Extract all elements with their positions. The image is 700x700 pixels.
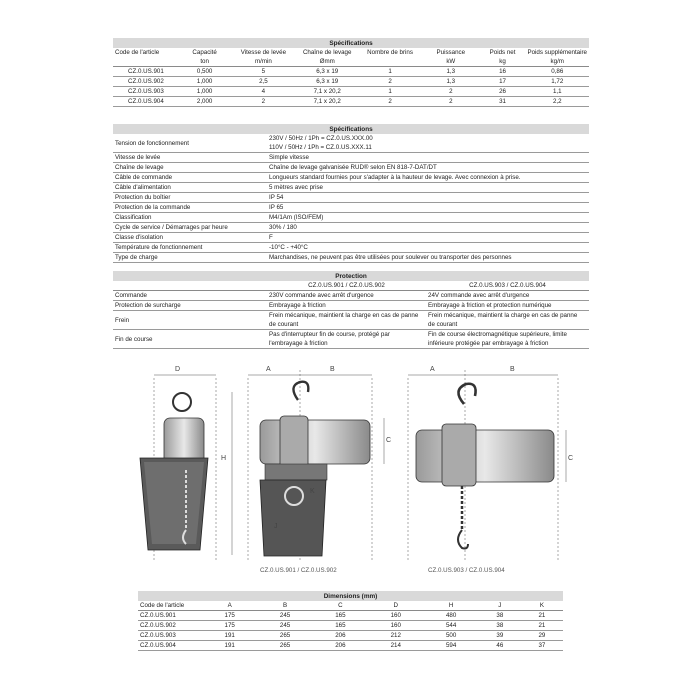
value-line: Frein mécanique, maintient la charge en cas de panne <box>269 312 419 319</box>
cell: 214 <box>368 641 423 651</box>
blank-cell <box>113 281 267 291</box>
cell: 6,3 x 19 <box>296 77 358 87</box>
cell: 2,2 <box>525 97 589 107</box>
col-header: B <box>257 601 312 611</box>
cell: 165 <box>313 621 368 631</box>
cell: 175 <box>202 611 257 621</box>
value-line: 110V / 50Hz / 1Ph = CZ.0.US.XXX.11 <box>269 144 372 151</box>
row-label: Commande <box>113 291 267 301</box>
dim-label-a: A <box>266 366 271 373</box>
cell: 2 <box>422 87 480 97</box>
table-row <box>113 163 589 173</box>
hoist-front-view-903-904 <box>408 366 573 560</box>
cell: 1,3 <box>422 77 480 87</box>
cell: 2 <box>358 77 422 87</box>
col-header: Capacité <box>192 49 217 56</box>
cell: 175 <box>202 621 257 631</box>
table-row <box>138 621 563 631</box>
unit-cell: m/min <box>230 57 296 67</box>
col-header: K <box>521 601 563 611</box>
row-value <box>267 330 426 349</box>
cell: 26 <box>480 87 526 97</box>
col-header: Code de l'article <box>115 49 160 56</box>
dim-label-c-2: C <box>568 455 574 462</box>
specs-table-2 <box>113 124 589 263</box>
specs-table-1-grid <box>113 38 589 107</box>
row-value: Simple vitesse <box>267 153 589 163</box>
caption-903-904: CZ.0.US.903 / CZ.0.US.904 <box>428 567 505 574</box>
value-line: Frein mécanique, maintient la charge en cas de panne <box>428 312 578 319</box>
specs-table-2-grid <box>113 124 589 263</box>
cell: 544 <box>423 621 478 631</box>
table-row <box>113 253 589 263</box>
cell: 245 <box>257 611 312 621</box>
hoist-front-view-901-902 <box>248 366 391 560</box>
row-label: Chaîne de levage <box>113 163 267 173</box>
row-value: Embrayage à friction et protection numérique <box>426 301 589 311</box>
row-label: Classe d'isolation <box>113 233 267 243</box>
table-row <box>113 291 589 301</box>
hoist-side-view <box>140 366 232 560</box>
unit-cell: kW <box>422 57 480 67</box>
dim-label-j: J <box>274 523 278 530</box>
cell: 1,72 <box>525 77 589 87</box>
row-value: -10°C - +40°C <box>267 243 589 253</box>
value-line: inférieure protégée par embrayage à friction <box>428 340 549 347</box>
cell: 39 <box>479 631 521 641</box>
caption-901-902: CZ.0.US.901 / CZ.0.US.902 <box>260 567 337 574</box>
value-line: l'embrayage à friction <box>269 340 328 347</box>
row-label: Fin de course <box>113 330 267 349</box>
col-header: Code de l'article <box>138 601 202 611</box>
row-label: Frein <box>113 311 267 330</box>
cell: 0,500 <box>179 67 231 77</box>
cell: CZ.0.US.901 <box>113 67 179 77</box>
cell: 1 <box>358 67 422 77</box>
cell: CZ.0.US.902 <box>138 621 202 631</box>
col-header: Chaîne de levage <box>302 49 352 56</box>
cell: 160 <box>368 621 423 631</box>
table-row <box>113 67 589 77</box>
cell: 5 <box>230 67 296 77</box>
row-value: 5 mètres avec prise <box>267 183 589 193</box>
value-line: de courant <box>269 321 299 328</box>
row-label: Type de charge <box>113 253 267 263</box>
cell: 2 <box>422 97 480 107</box>
table-row <box>113 173 589 183</box>
hoist-technical-drawings <box>120 360 580 575</box>
row-value <box>426 311 589 330</box>
cell: 1,3 <box>422 67 480 77</box>
row-value <box>267 311 426 330</box>
table-row <box>113 153 589 163</box>
table-row <box>113 203 589 213</box>
table-title: Spécifications <box>113 124 589 134</box>
row-value: M4/1Am (ISO/FEM) <box>267 213 589 223</box>
table-row <box>138 611 563 621</box>
value-line: de courant <box>428 321 458 328</box>
cell: 1,000 <box>179 87 231 97</box>
row-label: Classification <box>113 213 267 223</box>
cell: 265 <box>257 631 312 641</box>
unit-cell: Ømm <box>296 57 358 67</box>
dim-label-k: K <box>310 488 315 495</box>
cell: 245 <box>257 621 312 631</box>
cell: 480 <box>423 611 478 621</box>
unit-cell: kg <box>480 57 526 67</box>
cell: 7,1 x 20,2 <box>296 87 358 97</box>
protection-table <box>113 271 589 349</box>
row-value <box>267 134 589 153</box>
col-header: C <box>313 601 368 611</box>
table-row <box>113 77 589 87</box>
cell: 1 <box>358 87 422 97</box>
cell: 265 <box>257 641 312 651</box>
dim-label-b: B <box>330 366 335 373</box>
table-row <box>113 87 589 97</box>
cell: 206 <box>313 631 368 641</box>
row-value: IP 65 <box>267 203 589 213</box>
cell: 31 <box>480 97 526 107</box>
col-header: D <box>368 601 423 611</box>
cell: 206 <box>313 641 368 651</box>
cell: 6,3 x 19 <box>296 67 358 77</box>
cell: 2 <box>358 97 422 107</box>
dimensions-table-grid <box>138 591 563 651</box>
col-header: CZ.0.US.903 / CZ.0.US.904 <box>426 281 589 291</box>
col-header: J <box>479 601 521 611</box>
cell: 1,1 <box>525 87 589 97</box>
cell: 2,5 <box>230 77 296 87</box>
dim-label-a-2: A <box>430 366 435 373</box>
cell: CZ.0.US.903 <box>113 87 179 97</box>
cell: CZ.0.US.901 <box>138 611 202 621</box>
cell: 0,86 <box>525 67 589 77</box>
row-value: 230V commande avec arrêt d'urgence <box>267 291 426 301</box>
cell: 37 <box>521 641 563 651</box>
value-line: Pas d'interrupteur fin de course, protégé par <box>269 331 390 338</box>
col-header: Puissance <box>436 49 466 56</box>
cell: 2,000 <box>179 97 231 107</box>
cell: CZ.0.US.903 <box>138 631 202 641</box>
table-row <box>138 641 563 651</box>
cell: 2 <box>230 97 296 107</box>
cell: 21 <box>521 611 563 621</box>
cell: 160 <box>368 611 423 621</box>
row-label: Protection de la commande <box>113 203 267 213</box>
protection-table-grid <box>113 271 589 349</box>
dim-label-h: H <box>221 455 227 462</box>
unit-cell <box>113 57 179 67</box>
table-row <box>113 183 589 193</box>
row-label: Câble d'alimentation <box>113 183 267 193</box>
cell: 191 <box>202 631 257 641</box>
value-line: 230V / 50Hz / 1Ph = CZ.0.US.XXX.00 <box>269 135 373 142</box>
col-header: CZ.0.US.901 / CZ.0.US.902 <box>267 281 426 291</box>
unit-cell: ton <box>179 57 231 67</box>
row-value: Longueurs standard fournies pour s'adapter à la hauteur de levage. Avec connexion à prise. <box>267 173 589 183</box>
row-value: 24V commande avec arrêt d'urgence <box>426 291 589 301</box>
table-title: Protection <box>113 271 589 281</box>
table-row <box>113 301 589 311</box>
table-row <box>138 631 563 641</box>
col-header: Nombre de brins <box>367 49 413 56</box>
col-header: Vitesse de levée <box>240 49 287 56</box>
dim-label-b-2: B <box>510 366 515 373</box>
cell: 46 <box>479 641 521 651</box>
row-label: Protection de surcharge <box>113 301 267 311</box>
row-value: IP 54 <box>267 193 589 203</box>
row-value: Marchandises, ne peuvent pas être utilisées pour soulever ou transporter des personnes <box>267 253 589 263</box>
row-label: Température de fonctionnement <box>113 243 267 253</box>
row-value <box>426 330 589 349</box>
cell: 16 <box>480 67 526 77</box>
cell: 212 <box>368 631 423 641</box>
row-value: 30% / 180 <box>267 223 589 233</box>
cell: 500 <box>423 631 478 641</box>
row-value: F <box>267 233 589 243</box>
row-label: Câble de commande <box>113 173 267 183</box>
cell: 4 <box>230 87 296 97</box>
dim-label-c: C <box>386 437 392 444</box>
row-label: Cycle de service / Démarrages par heure <box>113 223 267 233</box>
cell: 38 <box>479 611 521 621</box>
specs-table-1 <box>113 38 589 107</box>
col-header: H <box>423 601 478 611</box>
unit-cell: kg/m <box>525 57 589 67</box>
col-header: Poids net <box>489 49 516 56</box>
table-row <box>113 223 589 233</box>
table-row <box>113 134 589 153</box>
cell: 165 <box>313 611 368 621</box>
row-label: Tension de fonctionnement <box>113 134 267 153</box>
cell: 17 <box>480 77 526 87</box>
table-title: Dimensions (mm) <box>138 591 563 601</box>
table-title: Spécifications <box>113 38 589 48</box>
value-line: Fin de course électromagnétique supérieure, limite <box>428 331 567 338</box>
cell: 38 <box>479 621 521 631</box>
cell: 7,1 x 20,2 <box>296 97 358 107</box>
table-row <box>113 213 589 223</box>
cell: 29 <box>521 631 563 641</box>
row-label: Vitesse de levée <box>113 153 267 163</box>
dim-label-d: D <box>175 366 181 373</box>
cell: 191 <box>202 641 257 651</box>
cell: 594 <box>423 641 478 651</box>
unit-cell <box>358 57 422 67</box>
cell: CZ.0.US.902 <box>113 77 179 87</box>
table-row <box>113 243 589 253</box>
cell: CZ.0.US.904 <box>113 97 179 107</box>
row-label: Protection du boîtier <box>113 193 267 203</box>
table-row <box>113 311 589 330</box>
dimensions-table <box>138 591 563 651</box>
col-header: A <box>202 601 257 611</box>
table-row <box>113 193 589 203</box>
table-row <box>113 97 589 107</box>
col-header: Poids supplémentaire <box>527 49 587 56</box>
cell: 21 <box>521 621 563 631</box>
table-row <box>113 330 589 349</box>
row-value: Chaîne de levage galvanisée RUD® selon EN 818-7-DAT/DT <box>267 163 589 173</box>
cell: 1,000 <box>179 77 231 87</box>
table-row <box>113 233 589 243</box>
row-value: Embrayage à friction <box>267 301 426 311</box>
cell: CZ.0.US.904 <box>138 641 202 651</box>
